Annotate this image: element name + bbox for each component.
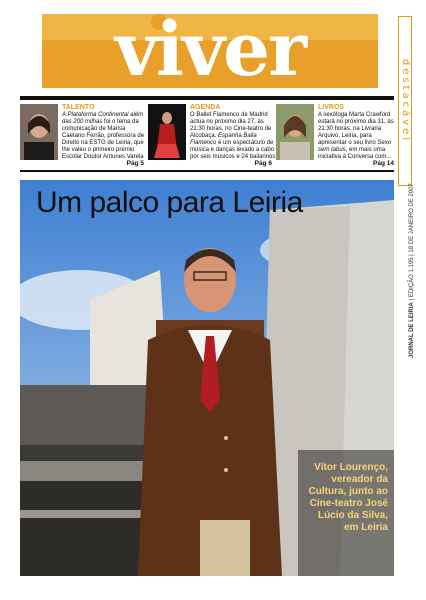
teaser-text-rest: é um espectáculo de música e danças levado a cabo por seis músicos e 24 bailarinos (190, 140, 276, 160)
publication-name: JORNAL DE LEIRIA (409, 302, 415, 358)
teaser-text-pre: A sexóloga Marta Crawford estará no próximo dia 31, às 21:30 horas, na Livraria Arquivo, Leiria, para apresentar o seu livro (318, 112, 394, 146)
teaser-body (190, 104, 276, 161)
cover-caption: Vítor Lourenço, vereador da Cultura, junto ao Cine-teatro José Lúcio da Silva, em Leiria (308, 462, 388, 533)
teaser-text-em: A Plataforma Continental além das 200 milhas (62, 112, 144, 125)
side-label-text: destacável (400, 58, 411, 144)
teaser-page: Pág 14 (373, 160, 394, 167)
masthead-title: viver (114, 7, 306, 93)
teaser-body (62, 104, 148, 161)
teaser-text-rest: , em mais uma iniciativa à Conversa com... (318, 147, 392, 160)
teaser-photo-author (276, 104, 314, 160)
teaser-kicker: LIVROS (318, 104, 345, 111)
side-meta (404, 183, 416, 358)
teaser-text (190, 112, 276, 161)
teaser-page: Pág 6 (254, 160, 272, 167)
teaser-text (62, 112, 148, 161)
teaser-page: Pág 5 (126, 160, 144, 167)
teaser-text (318, 112, 394, 161)
teaser-agenda[interactable] (148, 104, 276, 168)
masthead (42, 7, 378, 93)
teaser-photo-dancer (148, 104, 186, 160)
strip-top-rule (20, 96, 394, 100)
teaser-talento[interactable] (20, 104, 144, 168)
side-label (398, 16, 412, 186)
teaser-photo-woman (20, 104, 58, 160)
cover-headline: Um palco para Leiria (36, 186, 303, 219)
side-meta-text: JORNAL DE LEIRIA | EDIÇÃO 1.195 | 18 DE JANEIRO DE 2007 (409, 183, 415, 358)
edition-info: EDIÇÃO 1.195 | 18 DE JANEIRO DE 2007 (409, 183, 415, 298)
teaser-kicker: AGENDA (190, 104, 221, 111)
teaser-kicker: TALENTO (62, 104, 95, 111)
teaser-strip (20, 96, 394, 176)
teaser-text-pre: O Ballet Flamenco de Madrid actua no próximo dia 27, às 21:30 horas, no Cine-teatro de Alcobaça. (190, 112, 272, 139)
teaser-body (318, 104, 394, 161)
strip-bottom-rule (20, 170, 394, 172)
teaser-text-em: Sexo sem tabus (318, 140, 392, 153)
teaser-text-em: Espanha Baila Flamenco (190, 133, 257, 146)
teaser-livros[interactable] (276, 104, 394, 168)
teaser-text-rest: foi o tema da comunicação de Marisa Caetano Ferrão, professora de Direito na ESTG de Leiria, que lhe valeu o primeiro prémio Escolar Doutor Antunes Varela (62, 119, 145, 160)
